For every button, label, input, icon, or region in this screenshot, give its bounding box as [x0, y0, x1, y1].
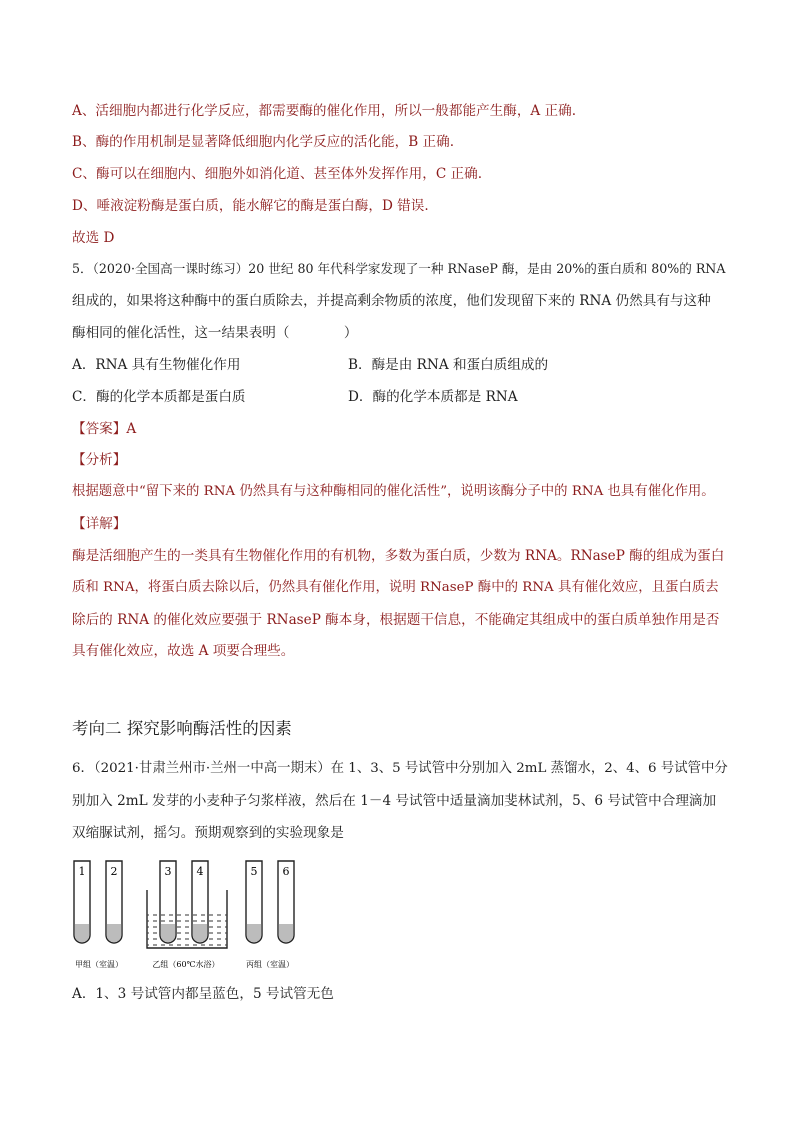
- water-bath-beaker: [147, 890, 227, 948]
- test-tube-figure: [72, 858, 312, 973]
- tube-label-4: 4: [196, 865, 204, 878]
- q6-stem-line-1: 6．（2021·甘肃兰州市·兰州一中高一期末）在 1、3、5 号试管中分别加入 2mL 蒸馏水，2、4、6 号试管中分: [72, 761, 728, 776]
- q5-option-a: A．RNA 具有生物催化作用: [72, 357, 241, 373]
- q5-detail-line-2: 质和 RNA，将蛋白质去除以后，仍然具有催化作用，说明 RNaseP 酶中的 RNA 具有催化效应，且蛋白质去: [72, 580, 719, 595]
- q5-stem-line-3: 酶相同的催化活性，这一结果表明（ ）: [72, 325, 358, 341]
- prev-analysis-a: A、活细胞内都进行化学反应，都需要酶的催化作用，所以一般都能产生酶，A 正确.: [72, 103, 577, 119]
- prev-analysis-d: D、唾液淀粉酶是蛋白质，能水解它的酶是蛋白酶，D 错误.: [72, 198, 429, 214]
- tube-label-1: 1: [78, 865, 86, 878]
- tube-label-6: 6: [282, 865, 290, 878]
- tube-label-5: 5: [250, 865, 258, 878]
- q5-analysis-label: 【分析】: [72, 452, 127, 468]
- prev-analysis-b: B、酶的作用机制是显著降低细胞内化学反应的活化能，B 正确.: [72, 134, 455, 150]
- group-label-1: 甲组（室温）: [75, 960, 123, 969]
- q6-stem-line-2: 别加入 2mL 发芽的小麦种子匀浆样液，然后在 1－4 号试管中适量滴加斐林试剂，5、6 号试管中合理滴加: [72, 793, 717, 809]
- q6-option-a: A．1、3 号试管内都呈蓝色，5 号试管无色: [72, 986, 334, 1002]
- q5-detail-line-3: 除后的 RNA 的催化效应要强于 RNaseP 酶本身，根据题干信息，不能确定其组成中的蛋白质单独作用是否: [72, 612, 720, 628]
- section-heading: 考向二 探究影响酶活性的因素: [72, 719, 292, 738]
- q5-detail-line-4: 具有催化效应，故选 A 项要合理些。: [72, 643, 295, 659]
- test-tube-diagram: [72, 858, 312, 973]
- q5-stem-line-1: 5．（2020·全国高一课时练习）20 世纪 80 年代科学家发现了一种 RNaseP 酶，是由 20%的蛋白质和 80%的 RNA: [72, 261, 726, 276]
- q5-stem-line-2: 组成的，如果将这种酶中的蛋白质除去，并提高剩余物质的浓度，他们发现留下来的 RNA 仍然具有与这种: [72, 293, 711, 309]
- tube-label-2: 2: [110, 865, 118, 878]
- q5-option-b: B．酶是由 RNA 和蛋白质组成的: [348, 357, 549, 373]
- q6-stem-line-3: 双缩脲试剂，摇匀。预期观察到的实验现象是: [72, 825, 344, 841]
- q5-detail-label: 【详解】: [72, 516, 127, 532]
- prev-answer-choice: 故选 D: [72, 230, 115, 246]
- prev-analysis-c: C、酶可以在细胞内、细胞外如消化道、甚至体外发挥作用，C 正确.: [72, 166, 483, 182]
- q5-analysis-text: 根据题意中“留下来的 RNA 仍然具有与这种酶相同的催化活性”，说明该酶分子中的 RNA 也具有催化作用。: [72, 484, 715, 499]
- group-label-3: 丙组（室温）: [246, 960, 294, 969]
- q5-option-c: C．酶的化学本质都是蛋白质: [72, 389, 246, 405]
- q5-answer: 【答案】A: [72, 421, 137, 437]
- tube-label-3: 3: [164, 865, 172, 878]
- q5-option-d: D．酶的化学本质都是 RNA: [348, 389, 518, 405]
- q5-detail-line-1: 酶是活细胞产生的一类具有生物催化作用的有机物，多数为蛋白质，少数为 RNA。RNaseP 酶的组成为蛋白: [72, 548, 725, 564]
- group-label-2: 乙组（60℃水浴）: [152, 960, 220, 969]
